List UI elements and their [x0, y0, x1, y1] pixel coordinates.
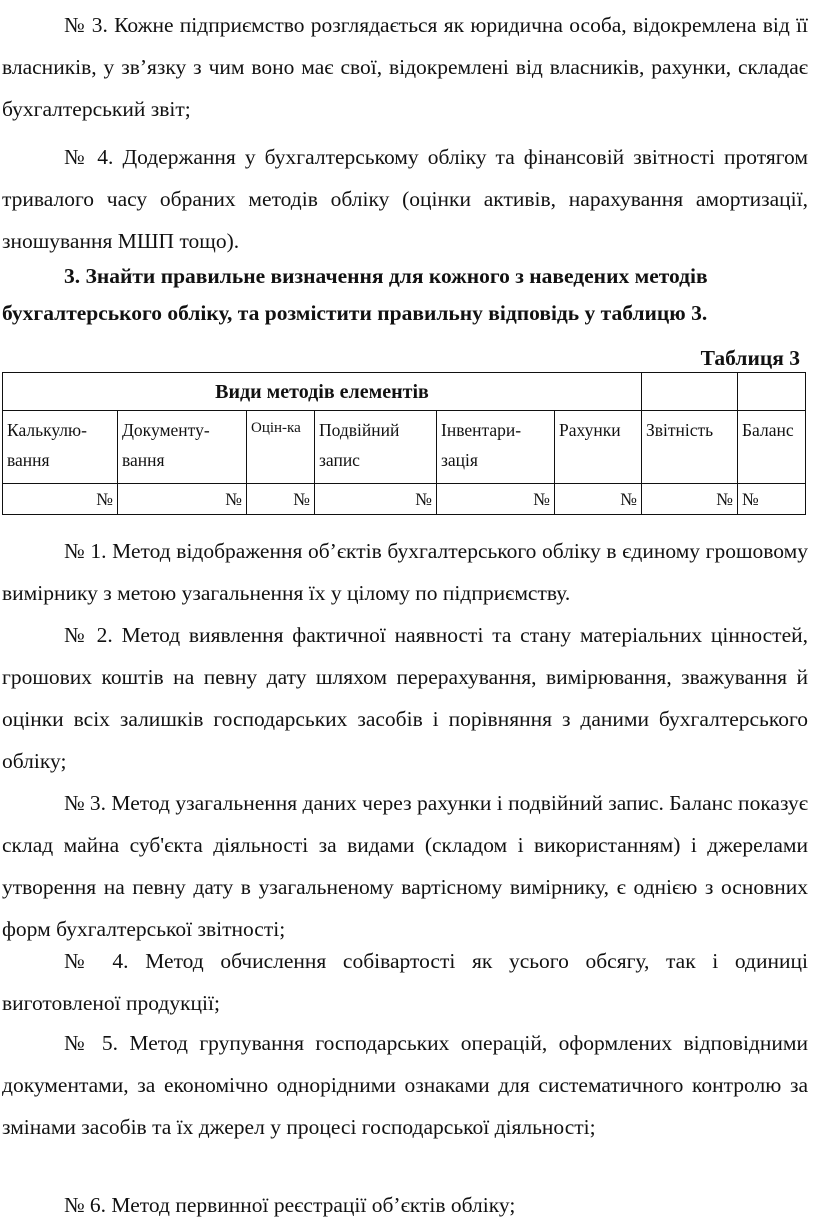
answer-cell[interactable]: № [315, 484, 437, 515]
table-empty-header-cell [738, 373, 806, 411]
table-group-header: Види методів елементів [3, 373, 642, 411]
column-header-dokumentuvannia: Документу-вання [118, 411, 247, 484]
column-header-balans: Баланс [738, 411, 806, 484]
answer-cell[interactable]: № [437, 484, 555, 515]
column-header-otsinka: Оцін-ка [247, 411, 315, 484]
definition-6: № 6. Метод первинної реєстрації об’єктів обліку; [64, 1193, 516, 1217]
answer-cell[interactable]: № [118, 484, 247, 515]
definition-2: № 2. Метод виявлення фактичної наявності та стану матеріальних цінностей, грошових коштів на певну дату шляхом перерахування, вимірювання, зважування й оцінки всіх залишків господарських засобів і порівняння з даними бухгалтерського обліку; [2, 623, 808, 773]
column-header-podviinyi-zapys: Подвійний запис [315, 411, 437, 484]
definition-1: № 1. Метод відображення об’єктів бухгалтерського обліку в єдиному грошовому вимірнику з метою узагальнення їх у цілому по підприємству. [2, 539, 808, 605]
principle-4-paragraph: № 4. Додержання у бухгалтерському обліку та фінансовій звітності протягом тривалого часу обраних методів обліку (оцінки активів, нарахування амортизації, зношування МШП тощо). [2, 145, 808, 253]
methods-table [2, 372, 806, 515]
table-empty-header-cell [642, 373, 738, 411]
task-3-heading: 3. Знайти правильне визначення для кожного з наведених методів бухгалтерського обліку, та розмістити правильну відповідь у таблицю 3. [2, 264, 708, 325]
column-header-inventaryzatsiia: Інвентари-зація [437, 411, 555, 484]
definition-3: № 3. Метод узагальнення даних через рахунки і подвійний запис. Баланс показує склад майна суб'єкта діяльності за видами (складом і використанням) і джерелами утворення на певну дату в узагальненому вартісному вимірнику, є однією з основних форм бухгалтерської звітності; [2, 791, 808, 941]
answer-cell[interactable]: № [642, 484, 738, 515]
answer-cell[interactable]: № [3, 484, 118, 515]
answer-cell[interactable]: № [738, 484, 806, 515]
answer-cell[interactable]: № [247, 484, 315, 515]
definition-4: № 4. Метод обчислення собівартості як усього обсягу, так і одиниці виготовленої продукції; [2, 949, 808, 1015]
column-header-rakhunky: Рахунки [555, 411, 642, 484]
principle-3-paragraph: № 3. Кожне підприємство розглядається як юридична особа, відокремлена від її власників, у зв’язку з чим воно має свої, відокремлені від власників, рахунки, складає бухгалтерський звіт; [2, 13, 808, 121]
table-caption: Таблиця 3 [700, 346, 800, 370]
definition-5: № 5. Метод групування господарських операцій, оформлених відповідними документами, за економічно однорідними ознаками для систематичного контролю за змінами засобів та їх джерел у процесі господарської діяльності; [2, 1031, 808, 1139]
answer-cell[interactable]: № [555, 484, 642, 515]
column-header-kalkuliuvannia: Калькулю-вання [3, 411, 118, 484]
column-header-zvitnist: Звітність [642, 411, 738, 484]
